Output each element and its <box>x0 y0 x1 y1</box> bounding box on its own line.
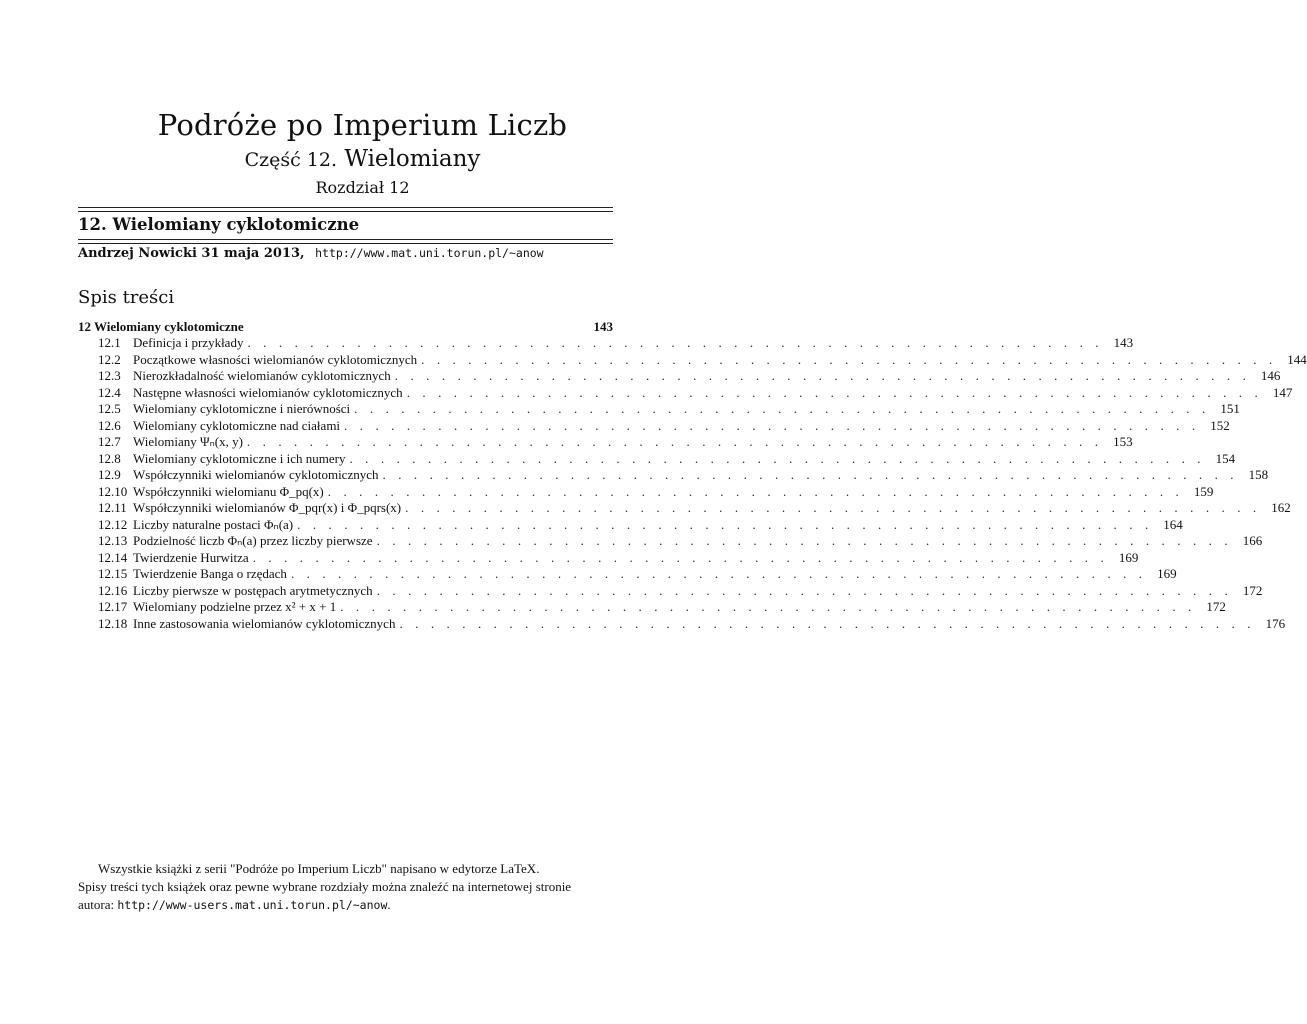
toc-entry-number: 12.2 <box>98 351 121 367</box>
toc-entry-page: 144 <box>1287 351 1307 367</box>
toc-entry-title: Wielomiany podzielne przez x² + x + 1 <box>133 599 337 614</box>
toc-entry-page: 154 <box>1215 450 1236 466</box>
toc-leader-dots: . . . . . . . . . . . . . . . . . . . . . . . . . . . . . . . . . . . . . . . . . . . . . . . . . . . . . . . <box>327 483 1184 499</box>
toc-entry[interactable] <box>78 599 1226 616</box>
book-title: Podróże po Imperium Liczb <box>157 108 568 142</box>
part-title <box>0 146 725 172</box>
toc-entry-title: Nierozkładalność wielomianów cyklotomicznych <box>133 368 391 383</box>
toc-leader-dots: . . . . . . . . . . . . . . . . . . . . . . . . . . . . . . . . . . . . . . . . . . . . . . . . . . . . . . . <box>382 467 1239 482</box>
toc-entry-title: Współczynniki wielomianu Φ_pq(x) <box>133 483 324 499</box>
toc-entry-title: Wielomiany cyklotomiczne i ich numery <box>133 450 346 466</box>
toc-entry-page: 152 <box>1210 417 1230 433</box>
author-url[interactable]: http://www.mat.uni.torun.pl/~anow <box>315 246 544 260</box>
footer-line-3-suffix: . <box>387 897 391 912</box>
toc-entry-number: 12.3 <box>98 368 121 383</box>
toc-entry-number: 12.18 <box>98 615 128 631</box>
toc-entry-page: 143 <box>1113 335 1134 350</box>
footer-url[interactable]: http://www-users.mat.uni.torun.pl/~anow <box>117 898 388 912</box>
toc-leader-dots: . . . . . . . . . . . . . . . . . . . . . . . . . . . . . . . . . . . . . . . . . . . . . . . . . . . . . . . <box>376 533 1233 548</box>
toc-leader-dots: . . . . . . . . . . . . . . . . . . . . . . . . . . . . . . . . . . . . . . . . . . . . . . . . . . . . . . . <box>340 599 1196 614</box>
toc-entry-number: 12.16 <box>98 582 128 598</box>
part-prefix: Część 12. <box>244 149 338 171</box>
toc-entry-title: Liczby pierwsze w postępach arytmetycznych <box>133 582 373 598</box>
footer-line-3-prefix: autora: <box>78 897 115 912</box>
toc-entry[interactable] <box>78 566 1177 583</box>
toc-main-page: 143 <box>593 319 613 334</box>
toc-entry[interactable] <box>78 549 1139 567</box>
toc-entry-page: 153 <box>1113 434 1133 449</box>
toc-entry-title: Wielomiany cyklotomiczne nad ciałami <box>133 417 341 433</box>
divider <box>78 243 613 244</box>
footer-note <box>78 860 618 914</box>
toc-entry-number: 12.8 <box>98 450 121 466</box>
toc-entry-page: 162 <box>1271 500 1291 515</box>
toc-entry-page: 147 <box>1272 384 1293 400</box>
toc-leader-dots: . . . . . . . . . . . . . . . . . . . . . . . . . . . . . . . . . . . . . . . . . . . . . . . . . . . . . . . <box>247 335 1104 350</box>
toc-entry-page: 176 <box>1265 615 1286 631</box>
toc-entry[interactable] <box>78 401 1240 418</box>
toc-entry-page: 151 <box>1220 401 1240 416</box>
toc-entry-number: 12.15 <box>98 566 128 581</box>
toc-entry-title: Wielomiany cyklotomiczne i nierówności <box>133 401 351 416</box>
toc-entry-title: Wielomiany Ψₙ(x, y) <box>133 434 243 449</box>
toc-entry-number: 12.17 <box>98 599 128 614</box>
toc-entry-number: 12.14 <box>98 549 128 565</box>
toc-entry[interactable] <box>78 368 1281 385</box>
toc-entry[interactable] <box>78 450 1236 468</box>
toc-entry-title: Definicja i przykłady <box>133 335 244 350</box>
toc-entry-title: Liczby naturalne postaci Φₙ(a) <box>133 516 294 532</box>
toc-entry[interactable] <box>78 434 1133 451</box>
toc-leader-dots: . . . . . . . . . . . . . . . . . . . . . . . . . . . . . . . . . . . . . . . . . . . . . . . . . . . . . . . <box>405 500 1261 515</box>
toc-leader-dots: . . . . . . . . . . . . . . . . . . . . . . . . . . . . . . . . . . . . . . . . . . . . . . . . . . . . . . . <box>421 351 1277 367</box>
toc-entry[interactable] <box>78 516 1183 534</box>
toc-entry-page: 158 <box>1248 467 1269 482</box>
toc-entry-title: Współczynniki wielomianów Φ_pqr(x) i Φ_pqrs(x) <box>133 500 402 515</box>
toc-entry-page: 172 <box>1206 599 1226 614</box>
chapter-label: Rozdział 12 <box>315 178 410 197</box>
toc-leader-dots: . . . . . . . . . . . . . . . . . . . . . . . . . . . . . . . . . . . . . . . . . . . . . . . . . . . . . . . <box>406 384 1263 400</box>
table-of-contents <box>78 318 1307 632</box>
toc-leader-dots: . . . . . . . . . . . . . . . . . . . . . . . . . . . . . . . . . . . . . . . . . . . . . . . . . . . . . . . <box>297 516 1153 532</box>
toc-entry-number: 12.13 <box>98 533 128 548</box>
toc-entry-title: Początkowe własności wielomianów cyklotomicznych <box>133 351 418 367</box>
toc-entry-number: 12.9 <box>98 467 121 482</box>
divider <box>78 207 613 208</box>
toc-entry-page: 166 <box>1242 533 1263 548</box>
toc-leader-dots: . . . . . . . . . . . . . . . . . . . . . . . . . . . . . . . . . . . . . . . . . . . . . . . . . . . . . . . <box>344 417 1200 433</box>
toc-leader-dots: . . . . . . . . . . . . . . . . . . . . . . . . . . . . . . . . . . . . . . . . . . . . . . . . . . . . . . . <box>290 566 1147 581</box>
author-date: Andrzej Nowicki 31 maja 2013, <box>78 246 305 261</box>
toc-entry-title: Współczynniki wielomianów cyklotomicznych <box>133 467 379 482</box>
toc-entry-number: 12.4 <box>98 384 121 400</box>
toc-heading: Spis treści <box>78 287 175 308</box>
toc-entry[interactable] <box>78 582 1263 600</box>
toc-entry-number: 12.6 <box>98 417 121 433</box>
toc-entry[interactable] <box>78 351 1307 369</box>
toc-entry[interactable] <box>78 615 1286 633</box>
chapter-heading: 12. Wielomiany cyklotomiczne <box>78 215 360 234</box>
toc-entry-title: Inne zastosowania wielomianów cyklotomicznych <box>133 615 396 631</box>
footer-line-1: Wszystkie książki z serii "Podróże po Imperium Liczb" napisano w edytorze LaTeX. <box>98 861 540 876</box>
toc-entry-title: Podzielność liczb Φₙ(a) przez liczby pierwsze <box>133 533 373 548</box>
divider <box>78 211 613 212</box>
toc-entry[interactable] <box>78 483 1214 501</box>
footer-line-2: Spisy treści tych książek oraz pewne wybrane rozdziały można znaleźć na internetowej stronie <box>78 879 572 894</box>
toc-entry-page: 172 <box>1242 582 1263 598</box>
toc-leader-dots: . . . . . . . . . . . . . . . . . . . . . . . . . . . . . . . . . . . . . . . . . . . . . . . . . . . . . . . <box>252 549 1109 565</box>
toc-leader-dots: . . . . . . . . . . . . . . . . . . . . . . . . . . . . . . . . . . . . . . . . . . . . . . . . . . . . . . . <box>394 368 1251 383</box>
divider <box>78 239 613 240</box>
toc-entry-number: 12.10 <box>98 483 128 499</box>
part-name: Wielomiany <box>344 146 481 172</box>
toc-leader-dots: . . . . . . . . . . . . . . . . . . . . . . . . . . . . . . . . . . . . . . . . . . . . . . . . . . . . . . . <box>354 401 1210 416</box>
toc-leader-dots: . . . . . . . . . . . . . . . . . . . . . . . . . . . . . . . . . . . . . . . . . . . . . . . . . . . . . . . <box>349 450 1206 466</box>
toc-entry[interactable] <box>78 533 1263 550</box>
toc-entry-page: 159 <box>1193 483 1214 499</box>
toc-leader-dots: . . . . . . . . . . . . . . . . . . . . . . . . . . . . . . . . . . . . . . . . . . . . . . . . . . . . . . . <box>376 582 1233 598</box>
toc-entry[interactable] <box>78 500 1291 517</box>
author-line <box>78 246 544 261</box>
toc-main-entry[interactable] <box>78 318 613 335</box>
toc-entry-page: 169 <box>1157 566 1177 581</box>
toc-entry-page: 164 <box>1163 516 1183 532</box>
toc-entry-number: 12.11 <box>98 500 127 515</box>
toc-entry[interactable] <box>78 335 1134 352</box>
toc-entry-number: 12.5 <box>98 401 121 416</box>
toc-entry-title: Twierdzenie Banga o rzędach <box>133 566 287 581</box>
toc-main-label: 12 Wielomiany cyklotomiczne <box>78 319 244 334</box>
toc-entry-page: 146 <box>1260 368 1281 383</box>
toc-leader-dots: . . . . . . . . . . . . . . . . . . . . . . . . . . . . . . . . . . . . . . . . . . . . . . . . . . . . . . . <box>399 615 1256 631</box>
toc-entry-title: Twierdzenie Hurwitza <box>133 549 249 565</box>
toc-items <box>78 335 1307 632</box>
toc-entry-page: 169 <box>1118 549 1139 565</box>
toc-entry-title: Następne własności wielomianów cyklotomicznych <box>133 384 403 400</box>
toc-entry-number: 12.7 <box>98 434 121 449</box>
toc-entry[interactable] <box>78 417 1230 435</box>
toc-entry[interactable] <box>78 384 1293 402</box>
toc-entry-number: 12.1 <box>98 335 121 350</box>
toc-entry[interactable] <box>78 467 1269 484</box>
toc-entry-number: 12.12 <box>98 516 128 532</box>
toc-leader-dots: . . . . . . . . . . . . . . . . . . . . . . . . . . . . . . . . . . . . . . . . . . . . . . . . . . . . . . . <box>246 434 1103 449</box>
